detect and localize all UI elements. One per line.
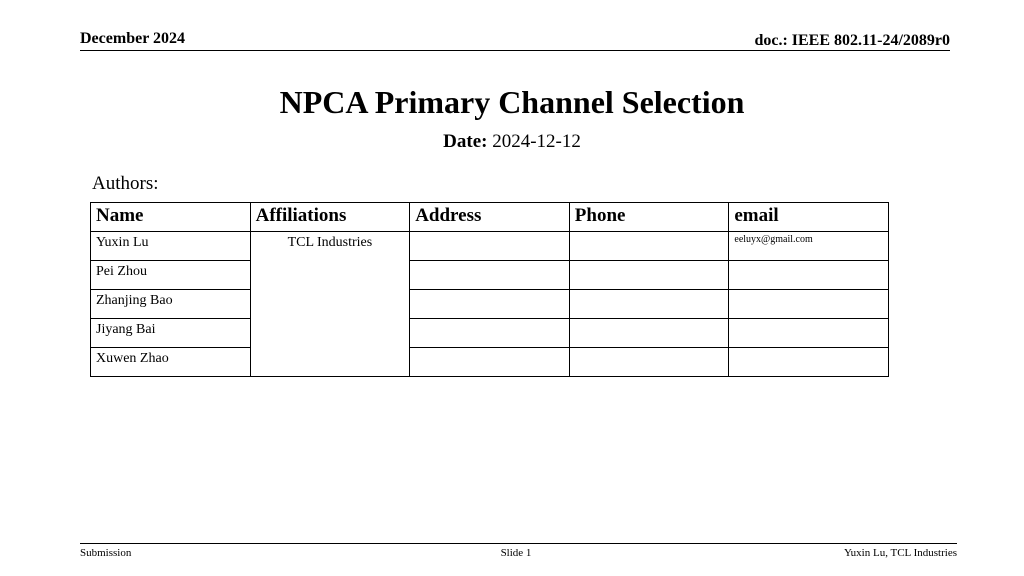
author-phone	[569, 290, 729, 319]
table-header-row	[91, 203, 889, 232]
author-address	[410, 232, 570, 261]
author-phone	[569, 348, 729, 377]
author-affiliation: TCL Industries	[250, 232, 410, 377]
header-name: Name	[91, 203, 251, 232]
authors-label: Authors:	[92, 173, 159, 194]
author-address	[410, 290, 570, 319]
author-address	[410, 319, 570, 348]
author-email: eeluyx@gmail.com	[729, 232, 889, 261]
slide-title: NPCA Primary Channel Selection	[279, 84, 745, 120]
author-address	[410, 261, 570, 290]
author-email	[729, 261, 889, 290]
author-name: Zhanjing Bao	[91, 290, 251, 319]
author-address	[410, 348, 570, 377]
date-label: Date:	[443, 131, 488, 152]
author-name: Yuxin Lu	[91, 232, 251, 261]
footer-author: Yuxin Lu, TCL Industries	[843, 547, 957, 559]
author-name: Xuwen Zhao	[91, 348, 251, 377]
footer-slide-number: Slide 1	[500, 547, 532, 559]
author-name: Pei Zhou	[91, 261, 251, 290]
table-row	[91, 348, 889, 377]
table-row	[91, 290, 889, 319]
header-affiliations: Affiliations	[250, 203, 410, 232]
author-email	[729, 290, 889, 319]
footer-divider	[80, 543, 957, 544]
footer-submission: Submission	[80, 547, 132, 559]
table-row	[91, 232, 889, 261]
header-date: December 2024	[80, 30, 185, 47]
header-doc-id: doc.: IEEE 802.11-24/2089r0	[754, 32, 950, 49]
author-phone	[569, 319, 729, 348]
table-row	[91, 319, 889, 348]
author-phone	[569, 232, 729, 261]
header-phone: Phone	[569, 203, 729, 232]
author-email	[729, 348, 889, 377]
date-line	[0, 130, 1024, 154]
header-email: email	[729, 203, 889, 232]
header-address: Address	[410, 203, 570, 232]
author-name: Jiyang Bai	[91, 319, 251, 348]
authors-table	[90, 202, 889, 377]
header-divider	[80, 50, 950, 51]
author-phone	[569, 261, 729, 290]
table-row	[91, 261, 889, 290]
author-email	[729, 319, 889, 348]
date-value: 2024-12-12	[492, 131, 581, 152]
